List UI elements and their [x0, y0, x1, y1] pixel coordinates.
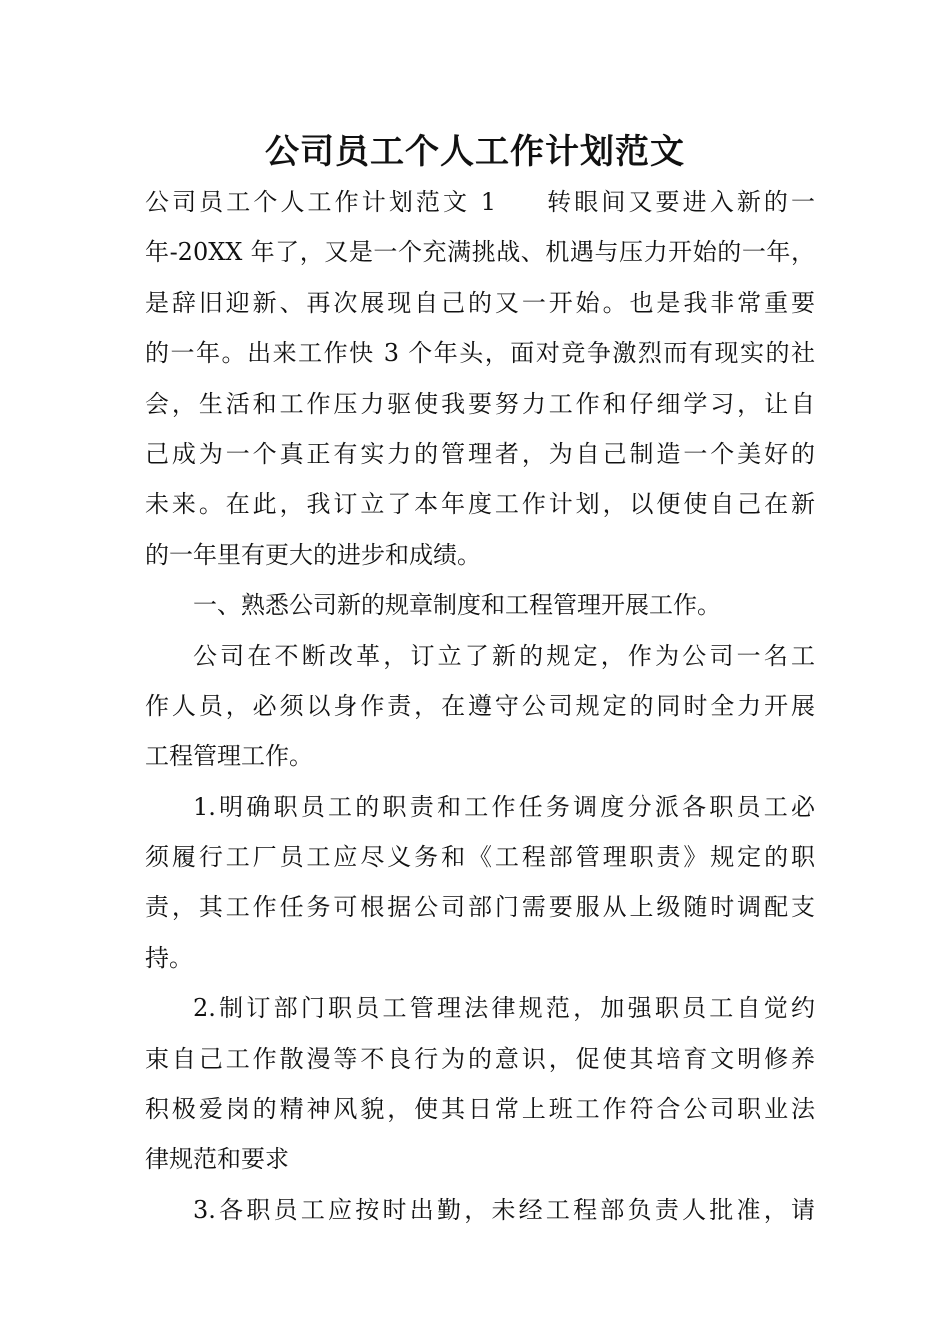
- text-line: 3.各职员工应按时出勤，未经工程部负责人批准，请: [193, 1195, 815, 1224]
- text-line: 2.制订部门职员工管理法律规范，加强职员工自觉约: [193, 994, 815, 1023]
- text-line: 积极爱岗的精神风貌，使其日常上班工作符合公司职业法: [145, 1095, 815, 1124]
- text-line: 的一年。出来工作快 3 个年头，面对竞争激烈而有现实的社: [145, 339, 815, 368]
- text-line: 己成为一个真正有实力的管理者，为自己制造一个美好的: [145, 439, 815, 468]
- text-line: 的一年里有更大的进步和成绩。: [145, 540, 481, 569]
- text-line: [145, 177, 815, 227]
- document-title: 公司员工个人工作计划范文: [265, 132, 685, 172]
- text-line: 公司在不断改革，订立了新的规定，作为公司一名工: [193, 641, 815, 670]
- text-line: 1.明确职员工的职责和工作任务调度分派各职员工必: [193, 792, 815, 821]
- text-line: 责，其工作任务可根据公司部门需要服从上级随时调配支: [145, 893, 815, 922]
- text-line: 是辞旧迎新、再次展现自己的又一开始。也是我非常重要: [145, 288, 815, 317]
- text-line: 作人员，必须以身作责，在遵守公司规定的同时全力开展: [145, 691, 815, 720]
- text-line: 工程管理工作。: [145, 742, 313, 771]
- paragraph-start: 转眼间又要进入新的一: [544, 188, 816, 216]
- text-line: 未来。在此，我订立了本年度工作计划，以便使自己在新: [145, 490, 815, 519]
- section-heading: 公司员工个人工作计划范文 1: [145, 188, 497, 216]
- text-line: 律规范和要求: [145, 1145, 289, 1174]
- document-body: [145, 177, 815, 1235]
- text-line: 年-20XX 年了，又是一个充满挑战、机遇与压力开始的一年，: [145, 238, 815, 267]
- text-line: 束自己工作散漫等不良行为的意识，促使其培育文明修养: [145, 1044, 815, 1073]
- text-line: 会，生活和工作压力驱使我要努力工作和仔细学习，让自: [145, 389, 815, 418]
- text-line: 一、熟悉公司新的规章制度和工程管理开展工作。: [193, 591, 721, 620]
- text-line: 须履行工厂员工应尽义务和《工程部管理职责》规定的职: [145, 843, 815, 872]
- text-line: 持。: [145, 943, 193, 972]
